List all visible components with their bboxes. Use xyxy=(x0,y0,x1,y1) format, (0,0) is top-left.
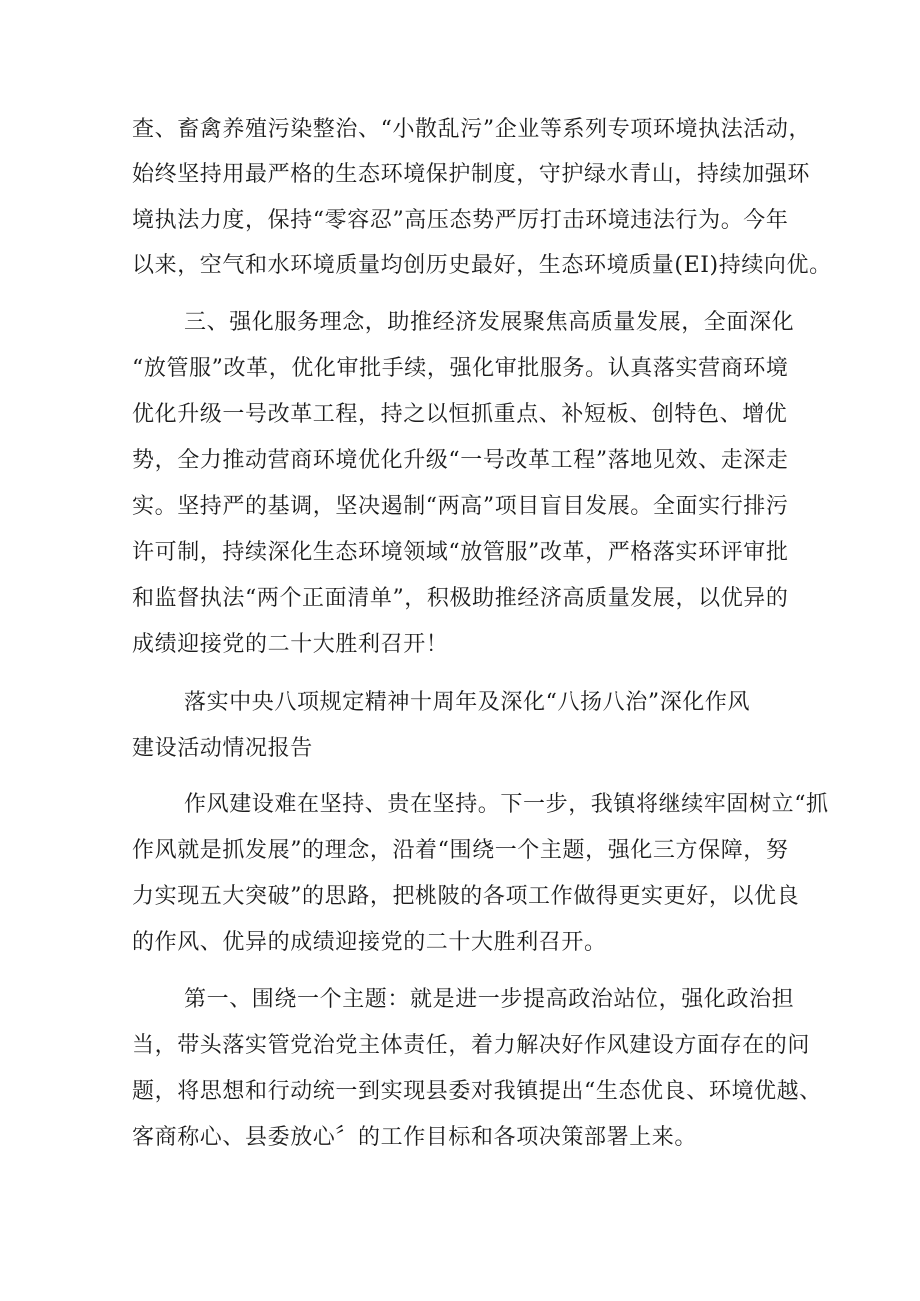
text-line: 查、畜禽养殖污染整治、“小散乱污”企业等系列专项环境执法活动， xyxy=(132,117,812,142)
text-line: 作风建设难在坚持、贵在坚持。下一步，我镇将继续牢固树立“抓 xyxy=(184,792,829,817)
text-line: 作风就是抓发展”的理念，沿着“围绕一个主题，强化三方保障，努 xyxy=(132,838,789,863)
text-line: 题，将思想和行动统一到实现县委对我镇提出“生态优良、环境优越、 xyxy=(132,1079,822,1104)
text-line: 当，带头落实管党治党主体责任，着力解决好作风建设方面存在的问 xyxy=(132,1033,811,1058)
report-title-continued: 建设活动情况报告 xyxy=(132,736,313,761)
text-line: 第一、围绕一个主题：就是进一步提高政治站位，强化政治担 xyxy=(184,987,795,1012)
text-line: 以来，空气和水环境质量均创历史最好，生态环境质量(EI)持续向优。 xyxy=(132,253,832,278)
text-line: 的作风、优异的成绩迎接党的二十大胜利召开。 xyxy=(132,930,607,955)
text-line: 客商称心、县委放心〞的工作目标和各项决策部署上来。 xyxy=(132,1125,698,1150)
report-title: 落实中央八项规定精神十周年及深化“八扬八治”深化作风 xyxy=(184,690,751,715)
text-line: 和监督执法“两个正面清单”，积极助推经济高质量发展，以优异的 xyxy=(132,586,789,611)
text-line: 成绩迎接党的二十大胜利召开！ xyxy=(132,632,449,657)
section-heading: 三、强化服务理念，助推经济发展聚焦高质量发展，全面深化 xyxy=(184,310,795,335)
text-line: 境执法力度，保持“零容忍”高压态势严厉打击环境违法行为。今年 xyxy=(132,208,789,233)
text-line: 始终坚持用最严格的生态环境保护制度，守护绿水青山，持续加强环 xyxy=(132,162,811,187)
text-line: “放管服”改革，优化审批手续，强化审批服务。认真落实营商环境 xyxy=(132,356,789,381)
text-line: 力实现五大突破”的思路，把桃陂的各项工作做得更实更好，以优良 xyxy=(132,884,800,909)
text-line: 优化升级一号改革工程，持之以恒抓重点、补短板、创特色、增优 xyxy=(132,402,788,427)
text-line: 势，全力推动营商环境优化升级“一号改革工程”落地见效、走深走 xyxy=(132,448,789,473)
text-line: 许可制，持续深化生态环境领域“放管服”改革，严格落实环评审批 xyxy=(132,540,789,565)
text-line: 实。坚持严的基调，坚决遏制“两高”项目盲目发展。全面实行排污 xyxy=(132,494,789,519)
